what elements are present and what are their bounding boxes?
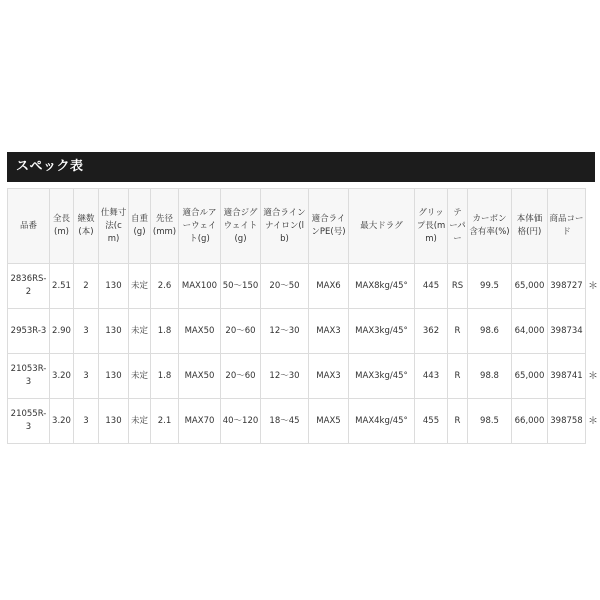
cell-taper: R [448, 309, 468, 354]
cell-product-code: 398727 [548, 264, 586, 309]
cell-weight: 未定 [129, 264, 151, 309]
cell-line-pe: MAX3 [309, 354, 349, 399]
cell-pieces: 3 [74, 309, 99, 354]
cell-product-code: 398734 [548, 309, 586, 354]
cell-taper: R [448, 399, 468, 444]
cell-grip-length: 455 [415, 399, 448, 444]
cell-pieces: 3 [74, 399, 99, 444]
cell-jig-weight: 50〜150 [221, 264, 261, 309]
cell-pieces: 3 [74, 354, 99, 399]
cell-price: 66,000 [512, 399, 548, 444]
header-note-column [586, 189, 596, 264]
table-row [8, 264, 596, 309]
cell-carbon-content: 99.5 [468, 264, 512, 309]
cell-product-code: 398758 [548, 399, 586, 444]
header-carbon-content: カーボン含有率(%) [468, 189, 512, 264]
cell-weight: 未定 [129, 309, 151, 354]
cell-line-nylon: 12〜30 [261, 354, 309, 399]
section-title: スペック表 [7, 152, 595, 182]
table-row [8, 309, 596, 354]
cell-lure-weight: MAX70 [179, 399, 221, 444]
header-price: 本体価格(円) [512, 189, 548, 264]
cell-tip-diameter: 1.8 [151, 309, 179, 354]
cell-jig-weight: 40〜120 [221, 399, 261, 444]
cell-closed-length: 130 [99, 309, 129, 354]
header-closed-length: 仕舞寸法(cm) [99, 189, 129, 264]
header-line-nylon: 適合ラインナイロン(lb) [261, 189, 309, 264]
cell-line-nylon: 12〜30 [261, 309, 309, 354]
header-lure-weight: 適合ルアーウェイト(g) [179, 189, 221, 264]
cell-lure-weight: MAX50 [179, 354, 221, 399]
cell-line-nylon: 18〜45 [261, 399, 309, 444]
cell-part-number: 2836RS-2 [8, 264, 50, 309]
cell-part-number: 2953R-3 [8, 309, 50, 354]
cell-closed-length: 130 [99, 354, 129, 399]
cell-length: 3.20 [50, 354, 74, 399]
cell-pieces: 2 [74, 264, 99, 309]
cell-max-drag: MAX4kg/45° [349, 399, 415, 444]
cell-lure-weight: MAX100 [179, 264, 221, 309]
cell-note-mark [586, 309, 596, 354]
cell-jig-weight: 20〜60 [221, 309, 261, 354]
cell-tip-diameter: 1.8 [151, 354, 179, 399]
cell-price: 65,000 [512, 264, 548, 309]
cell-part-number: 21055R-3 [8, 399, 50, 444]
header-grip-length: グリップ長(mm) [415, 189, 448, 264]
header-weight: 自重(g) [129, 189, 151, 264]
cell-lure-weight: MAX50 [179, 309, 221, 354]
cell-length: 3.20 [50, 399, 74, 444]
cell-line-pe: MAX5 [309, 399, 349, 444]
spec-section [7, 152, 598, 444]
cell-length: 2.90 [50, 309, 74, 354]
cell-max-drag: MAX3kg/45° [349, 354, 415, 399]
header-length: 全長(m) [50, 189, 74, 264]
cell-price: 64,000 [512, 309, 548, 354]
cell-tip-diameter: 2.6 [151, 264, 179, 309]
cell-closed-length: 130 [99, 264, 129, 309]
cell-max-drag: MAX8kg/45° [349, 264, 415, 309]
cell-carbon-content: 98.6 [468, 309, 512, 354]
cell-jig-weight: 20〜60 [221, 354, 261, 399]
header-product-code: 商品コード [548, 189, 586, 264]
cell-product-code: 398741 [548, 354, 586, 399]
header-max-drag: 最大ドラグ [349, 189, 415, 264]
header-line-pe: 適合ラインPE(号) [309, 189, 349, 264]
spec-table [7, 188, 596, 444]
cell-line-pe: MAX3 [309, 309, 349, 354]
cell-carbon-content: 98.8 [468, 354, 512, 399]
cell-carbon-content: 98.5 [468, 399, 512, 444]
cell-closed-length: 130 [99, 399, 129, 444]
cell-note-mark: ＊ [588, 415, 598, 427]
cell-note-mark: ＊ [588, 370, 598, 382]
cell-taper: R [448, 354, 468, 399]
cell-note-mark: ＊ [588, 280, 598, 292]
table-header-row [8, 189, 596, 264]
cell-price: 65,000 [512, 354, 548, 399]
header-tip-diameter: 先径(mm) [151, 189, 179, 264]
cell-line-nylon: 20〜50 [261, 264, 309, 309]
cell-length: 2.51 [50, 264, 74, 309]
cell-line-pe: MAX6 [309, 264, 349, 309]
cell-weight: 未定 [129, 354, 151, 399]
cell-taper: RS [448, 264, 468, 309]
header-part-number: 品番 [8, 189, 50, 264]
cell-tip-diameter: 2.1 [151, 399, 179, 444]
cell-part-number: 21053R-3 [8, 354, 50, 399]
header-taper: テーパー [448, 189, 468, 264]
cell-grip-length: 443 [415, 354, 448, 399]
table-row [8, 354, 596, 399]
table-row [8, 399, 596, 444]
cell-max-drag: MAX3kg/45° [349, 309, 415, 354]
cell-grip-length: 445 [415, 264, 448, 309]
cell-weight: 未定 [129, 399, 151, 444]
cell-grip-length: 362 [415, 309, 448, 354]
header-jig-weight: 適合ジグウェイト(g) [221, 189, 261, 264]
header-pieces: 継数(本) [74, 189, 99, 264]
